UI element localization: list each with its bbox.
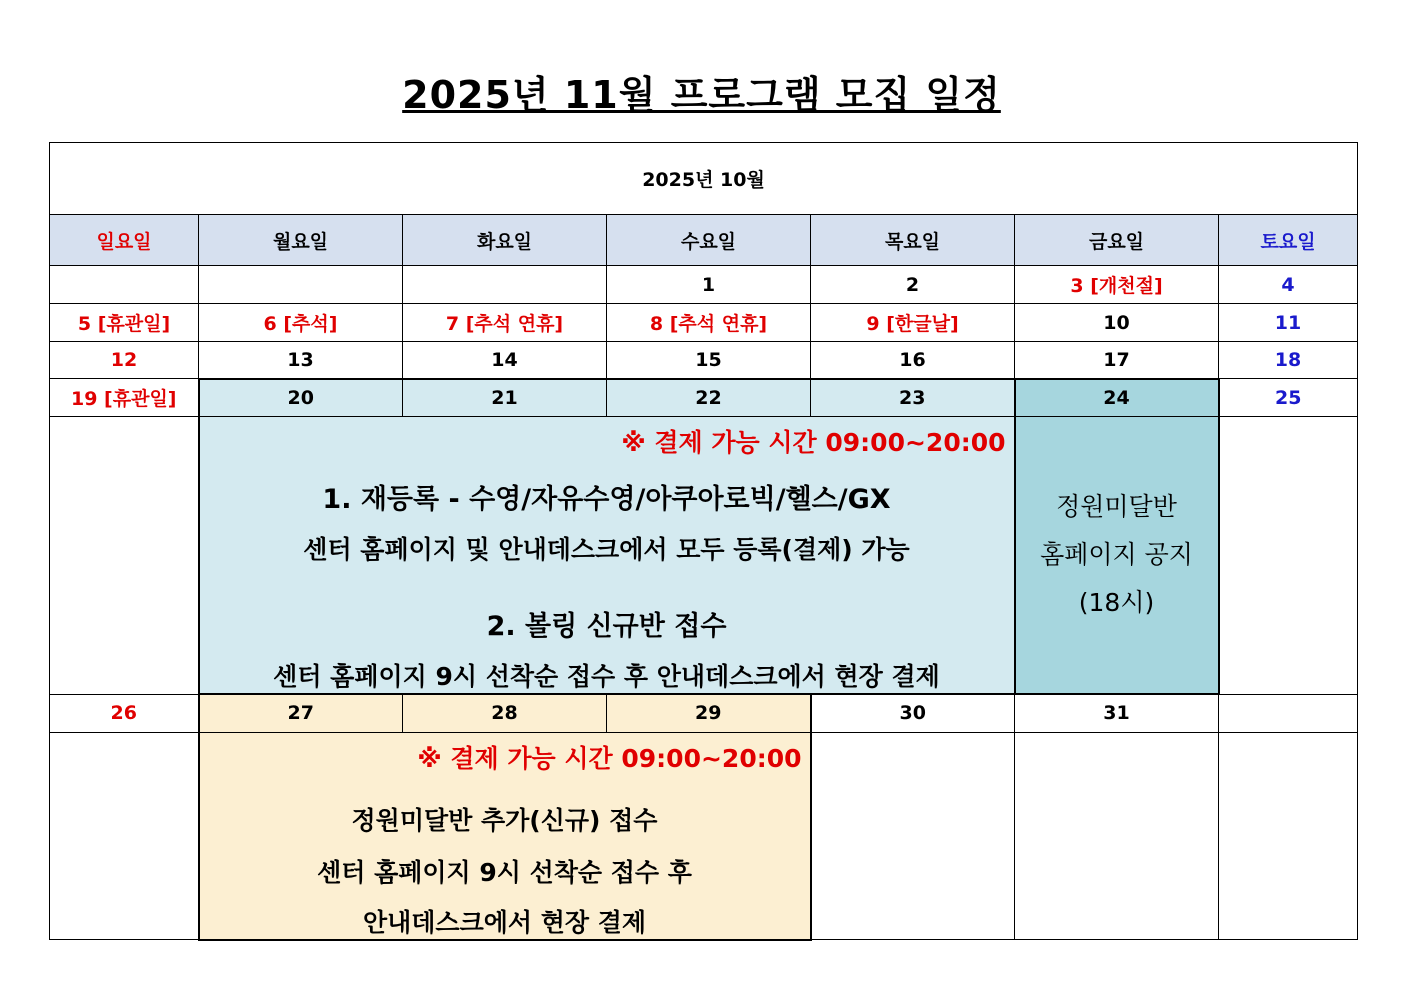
week-row-1 xyxy=(50,266,1358,304)
week-row-4 xyxy=(50,379,1358,417)
empty-cell xyxy=(50,417,199,695)
empty-cell xyxy=(811,732,1015,940)
new-reg-desc-2: 안내데스크에서 현장 결제 xyxy=(362,907,647,937)
day-cell-holiday: 6 [추석] xyxy=(199,304,403,342)
notice-line-2: 홈페이지 공지 xyxy=(1040,540,1193,569)
weekday-mon: 월요일 xyxy=(199,215,403,266)
day-cell-saturday: 11 xyxy=(1219,304,1358,342)
notice-line-3: (18시) xyxy=(1078,588,1155,617)
day-cell: 16 xyxy=(811,342,1015,379)
day-cell: 30 xyxy=(811,694,1015,732)
day-cell-saturday: 25 xyxy=(1219,379,1358,417)
rereg-desc: 센터 홈페이지 및 안내데스크에서 모두 등록(결제) 가능 xyxy=(303,535,910,564)
weekday-fri: 금요일 xyxy=(1015,215,1219,266)
weekday-sat: 토요일 xyxy=(1219,215,1358,266)
week-row-5 xyxy=(50,694,1358,732)
new-registration-notice xyxy=(199,732,811,940)
day-cell: 17 xyxy=(1015,342,1219,379)
empty-cell xyxy=(1219,417,1358,695)
day-cell: 24 xyxy=(1015,379,1219,417)
week-row-3 xyxy=(50,342,1358,379)
day-cell xyxy=(403,266,607,304)
payment-time-note: ※ 결제 가능 시간 09:00~20:00 xyxy=(417,743,802,773)
day-cell xyxy=(199,266,403,304)
day-cell-sunday: 12 xyxy=(50,342,199,379)
day-cell: 23 xyxy=(811,379,1015,417)
homepage-notice xyxy=(1015,417,1219,695)
day-cell: 29 xyxy=(607,694,811,732)
weekday-sun: 일요일 xyxy=(50,215,199,266)
day-cell-holiday: 9 [한글날] xyxy=(811,304,1015,342)
document-title: 2025년 11월 프로그램 모집 일정 xyxy=(402,73,1001,117)
month-title: 2025년 10월 xyxy=(50,143,1358,215)
week-row-5-notes xyxy=(50,732,1358,940)
empty-cell xyxy=(50,732,199,940)
day-cell: 22 xyxy=(607,379,811,417)
day-cell-holiday: 7 [추석 연휴] xyxy=(403,304,607,342)
day-cell: 13 xyxy=(199,342,403,379)
day-cell-saturday: 4 xyxy=(1219,266,1358,304)
day-cell: 2 xyxy=(811,266,1015,304)
week-row-2 xyxy=(50,304,1358,342)
day-cell: 10 xyxy=(1015,304,1219,342)
bowling-title: 2. 볼링 신규반 접수 xyxy=(486,611,727,642)
notice-line-1: 정원미달반 xyxy=(1056,492,1177,521)
day-cell: 28 xyxy=(403,694,607,732)
new-reg-desc-1: 센터 홈페이지 9시 선착순 접수 후 xyxy=(317,857,692,887)
day-cell: 1 xyxy=(607,266,811,304)
day-cell-closed: 19 [휴관일] xyxy=(50,379,199,417)
day-cell: 31 xyxy=(1015,694,1219,732)
day-cell: 15 xyxy=(607,342,811,379)
weekday-tue: 화요일 xyxy=(403,215,607,266)
week-row-4-notes xyxy=(50,417,1358,695)
day-cell-closed: 5 [휴관일] xyxy=(50,304,199,342)
weekday-wed: 수요일 xyxy=(607,215,811,266)
weekday-thu: 목요일 xyxy=(811,215,1015,266)
day-cell-holiday: 8 [추석 연휴] xyxy=(607,304,811,342)
payment-time-note: ※ 결제 가능 시간 09:00~20:00 xyxy=(621,428,1006,457)
day-cell-saturday: 18 xyxy=(1219,342,1358,379)
day-cell: 21 xyxy=(403,379,607,417)
calendar-table xyxy=(49,142,1358,941)
bowling-desc: 센터 홈페이지 9시 선착순 접수 후 안내데스크에서 현장 결제 xyxy=(273,662,940,691)
day-cell: 14 xyxy=(403,342,607,379)
registration-notice xyxy=(199,417,1015,695)
day-cell-holiday: 3 [개천절] xyxy=(1015,266,1219,304)
day-cell-sunday: 26 xyxy=(50,694,199,732)
day-cell xyxy=(50,266,199,304)
rereg-title: 1. 재등록 - 수영/자유수영/아쿠아로빅/헬스/GX xyxy=(322,484,891,515)
empty-cell xyxy=(1219,732,1358,940)
new-reg-title: 정원미달반 추가(신규) 접수 xyxy=(351,805,658,835)
weekday-header-row xyxy=(50,215,1358,266)
day-cell: 27 xyxy=(199,694,403,732)
empty-cell xyxy=(1015,732,1219,940)
day-cell: 20 xyxy=(199,379,403,417)
day-cell xyxy=(1219,694,1358,732)
